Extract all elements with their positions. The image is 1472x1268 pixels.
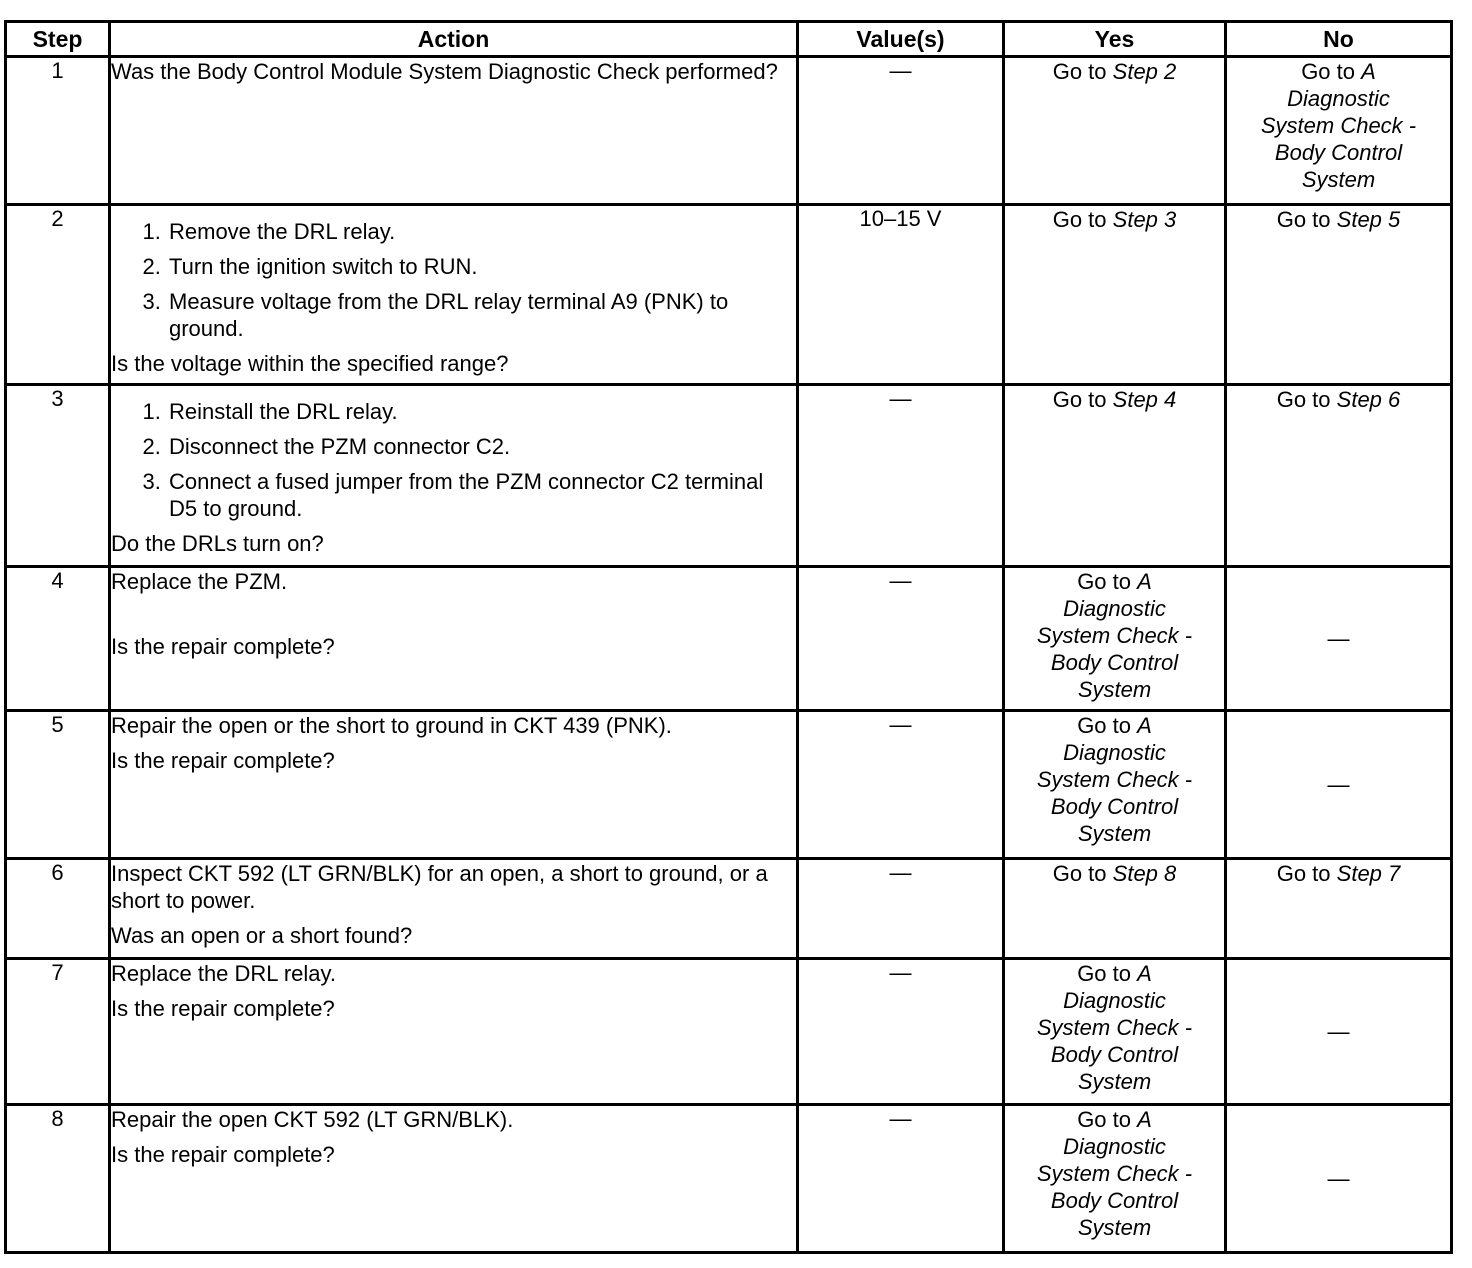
yes-goto: Go to Step 2	[1052, 59, 1177, 84]
action-text: Replace the PZM.	[111, 569, 288, 594]
yes-cell	[1004, 205, 1226, 385]
table-row	[6, 57, 1452, 205]
step-number: 4	[6, 567, 110, 711]
yes-cell	[1004, 711, 1226, 859]
table-row	[6, 567, 1452, 711]
no-cell	[1226, 205, 1452, 385]
table-row	[6, 711, 1452, 859]
action-question: Is the voltage within the specified range?	[111, 351, 509, 376]
yes-goto-diagnostic-check: Go to A Diagnostic System Check - Body Control System	[1036, 961, 1193, 1094]
step-number: 7	[6, 959, 110, 1105]
table-row	[6, 205, 1452, 385]
no-goto: Go to Step 5	[1276, 207, 1401, 232]
no-value: —	[1327, 1019, 1350, 1044]
step-number: 6	[6, 859, 110, 959]
action-text: Repair the open CKT 592 (LT GRN/BLK).	[111, 1107, 514, 1132]
no-cell	[1226, 567, 1452, 711]
value-cell: —	[798, 1105, 1004, 1253]
value-cell: —	[798, 859, 1004, 959]
table-row	[6, 1105, 1452, 1253]
no-goto: Go to Step 7	[1276, 861, 1401, 886]
value-cell: —	[798, 57, 1004, 205]
action-cell	[110, 205, 798, 385]
yes-cell	[1004, 859, 1226, 959]
value-cell: —	[798, 567, 1004, 711]
action-question: Was an open or a short found?	[111, 923, 413, 948]
no-value: —	[1327, 1166, 1350, 1191]
yes-cell	[1004, 567, 1226, 711]
yes-cell	[1004, 1105, 1226, 1253]
value-cell: —	[798, 711, 1004, 859]
action-question: Do the DRLs turn on?	[111, 531, 324, 556]
action-cell	[110, 711, 798, 859]
header-yes: Yes	[1004, 22, 1226, 57]
action-question: Is the repair complete?	[111, 996, 335, 1021]
list-item: 1. Remove the DRL relay.	[167, 218, 796, 245]
no-value: —	[1327, 772, 1350, 797]
action-cell	[110, 385, 798, 567]
action-text: Was the Body Control Module System Diagnostic Check performed?	[111, 59, 778, 84]
step-number: 8	[6, 1105, 110, 1253]
no-value: —	[1327, 626, 1350, 651]
list-item: 3. Connect a fused jumper from the PZM connector C2 terminal D5 to ground.	[167, 468, 796, 522]
yes-goto-diagnostic-check: Go to A Diagnostic System Check - Body Control System	[1036, 713, 1193, 846]
table-row	[6, 859, 1452, 959]
no-goto-diagnostic-check: Go to A Diagnostic System Check - Body Control System	[1260, 59, 1417, 192]
yes-goto: Go to Step 4	[1052, 387, 1177, 412]
value-cell: —	[798, 959, 1004, 1105]
list-item: 2. Disconnect the PZM connector C2.	[167, 433, 796, 460]
step-number: 5	[6, 711, 110, 859]
value-cell: 10–15 V	[798, 205, 1004, 385]
step-number: 1	[6, 57, 110, 205]
action-question: Is the repair complete?	[111, 634, 335, 659]
list-item: 2. Turn the ignition switch to RUN.	[167, 253, 796, 280]
header-step: Step	[6, 22, 110, 57]
table-header-row	[6, 22, 1452, 57]
header-action: Action	[110, 22, 798, 57]
table-row	[6, 385, 1452, 567]
action-text: Repair the open or the short to ground in CKT 439 (PNK).	[111, 713, 672, 738]
list-item: 1. Reinstall the DRL relay.	[167, 398, 796, 425]
no-cell	[1226, 57, 1452, 205]
action-question: Is the repair complete?	[111, 748, 335, 773]
value-cell: —	[798, 385, 1004, 567]
action-text: Replace the DRL relay.	[111, 961, 336, 986]
yes-goto: Go to Step 8	[1052, 861, 1177, 886]
yes-cell	[1004, 57, 1226, 205]
yes-goto-diagnostic-check: Go to A Diagnostic System Check - Body Control System	[1036, 1107, 1193, 1240]
action-cell	[110, 1105, 798, 1253]
step-number: 2	[6, 205, 110, 385]
action-question: Is the repair complete?	[111, 1142, 335, 1167]
action-cell	[110, 567, 798, 711]
no-cell	[1226, 1105, 1452, 1253]
no-cell	[1226, 859, 1452, 959]
action-cell	[110, 859, 798, 959]
yes-goto-diagnostic-check: Go to A Diagnostic System Check - Body Control System	[1036, 569, 1193, 702]
action-steps-list	[111, 218, 796, 342]
no-cell	[1226, 959, 1452, 1105]
no-cell	[1226, 711, 1452, 859]
action-cell	[110, 57, 798, 205]
diagnostic-table	[4, 20, 1453, 1254]
no-goto: Go to Step 6	[1276, 387, 1401, 412]
header-no: No	[1226, 22, 1452, 57]
yes-goto: Go to Step 3	[1052, 207, 1177, 232]
yes-cell	[1004, 959, 1226, 1105]
list-item: 3. Measure voltage from the DRL relay terminal A9 (PNK) to ground.	[167, 288, 796, 342]
no-cell	[1226, 385, 1452, 567]
action-steps-list	[111, 398, 796, 522]
step-number: 3	[6, 385, 110, 567]
header-values: Value(s)	[798, 22, 1004, 57]
action-text: Inspect CKT 592 (LT GRN/BLK) for an open, a short to ground, or a short to power.	[111, 861, 768, 913]
table-row	[6, 959, 1452, 1105]
yes-cell	[1004, 385, 1226, 567]
action-cell	[110, 959, 798, 1105]
